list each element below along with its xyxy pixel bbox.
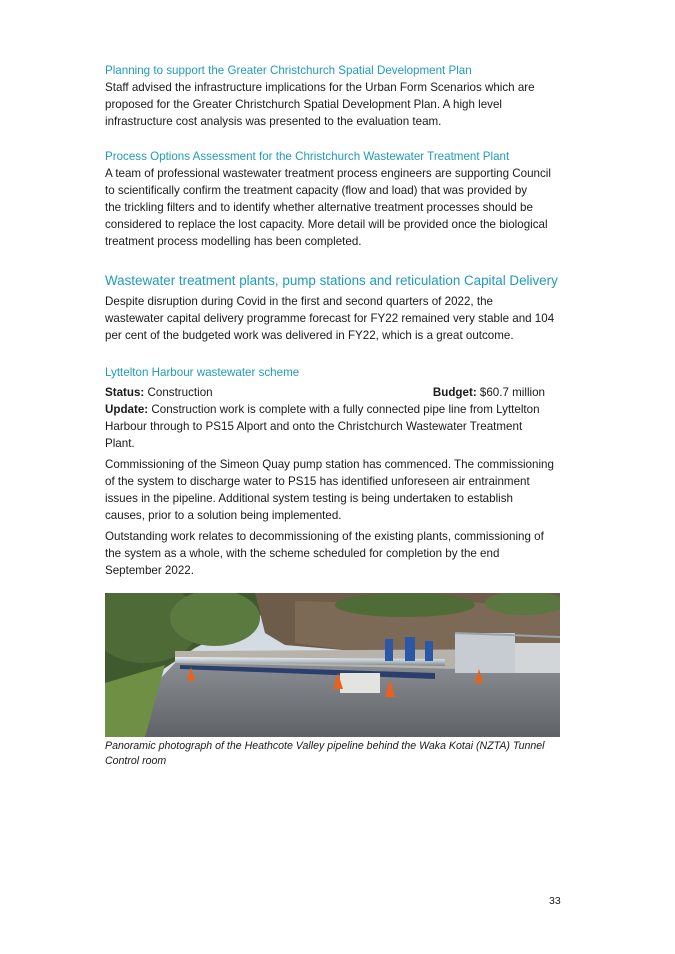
paragraph-line: considered to replace the lost capacity. More detail will be provided once the biological xyxy=(105,218,548,231)
paragraph-line: Commissioning of the Simeon Quay pump station has commenced. The commissioning xyxy=(105,458,554,471)
status-value: Construction xyxy=(144,386,213,399)
paragraph-line: infrastructure cost analysis was presented to the evaluation team. xyxy=(105,115,442,128)
subheading-lyttelton: Lyttelton Harbour wastewater scheme xyxy=(105,366,300,379)
status-field xyxy=(105,384,213,401)
page-number: 33 xyxy=(549,895,561,907)
paragraph-line: A team of professional wastewater treatment process engineers are supporting Council xyxy=(105,167,551,180)
paragraph-line: Staff advised the infrastructure implications for the Urban Form Scenarios which are xyxy=(105,81,535,94)
status-budget-row xyxy=(105,384,545,401)
paragraph-line: to scientifically confirm the treatment capacity (flow and load) that was provided by xyxy=(105,184,528,197)
caption-line: Control room xyxy=(105,755,167,767)
subheading-spatial-plan: Planning to support the Greater Christchurch Spatial Development Plan xyxy=(105,64,472,77)
pipeline-illustration xyxy=(105,593,560,737)
paragraph-line: the trickling filters and to identify whether alternative treatment processes should be xyxy=(105,201,533,214)
paragraph-line: treatment process modelling has been completed. xyxy=(105,235,362,248)
pipeline-panorama-photo xyxy=(105,593,560,737)
budget-field xyxy=(433,384,545,401)
paragraph-line: causes, prior to a solution being implemented. xyxy=(105,509,342,522)
paragraph-line: proposed for the Greater Christchurch Spatial Development Plan. A high level xyxy=(105,98,502,111)
status-label: Status: xyxy=(105,386,145,399)
budget-value: $60.7 million xyxy=(476,386,545,399)
paragraph-line: Harbour through to PS15 Alport and onto the Christchurch Wastewater Treatment xyxy=(105,420,523,433)
photo-caption xyxy=(105,739,560,769)
paragraph-line: Plant. xyxy=(105,437,135,450)
paragraph-line: of the system to discharge water to PS15 has identified unforeseen air entrainment xyxy=(105,475,530,488)
update-label: Update: xyxy=(105,403,149,416)
paragraph-line: per cent of the budgeted work was delivered in FY22, which is a great outcome. xyxy=(105,329,514,342)
subheading-process-options: Process Options Assessment for the Christchurch Wastewater Treatment Plant xyxy=(105,150,510,163)
update-text: Construction work is complete with a fully connected pipe line from Lyttelton xyxy=(148,403,540,416)
budget-label: Budget: xyxy=(432,386,477,399)
paragraph-line: Outstanding work relates to decommissioning of the existing plants, commissioning of xyxy=(105,530,544,543)
paragraph-line: Despite disruption during Covid in the first and second quarters of 2022, the xyxy=(105,295,493,308)
page-content xyxy=(105,63,560,579)
paragraph-line: the system as a whole, with the scheme scheduled for completion by the end xyxy=(105,547,500,560)
section-heading-capital-delivery: Wastewater treatment plants, pump stations and reticulation Capital Delivery xyxy=(105,273,558,288)
paragraph-line: September 2022. xyxy=(105,564,194,577)
paragraph-line: issues in the pipeline. Additional system testing is being undertaken to establish xyxy=(105,492,513,505)
update-line xyxy=(105,401,560,418)
paragraph-line: wastewater capital delivery programme forecast for FY22 remained very stable and 104 xyxy=(105,312,555,325)
caption-line: Panoramic photograph of the Heathcote Valley pipeline behind the Waka Kotai (NZTA) Tunnel xyxy=(105,740,545,752)
